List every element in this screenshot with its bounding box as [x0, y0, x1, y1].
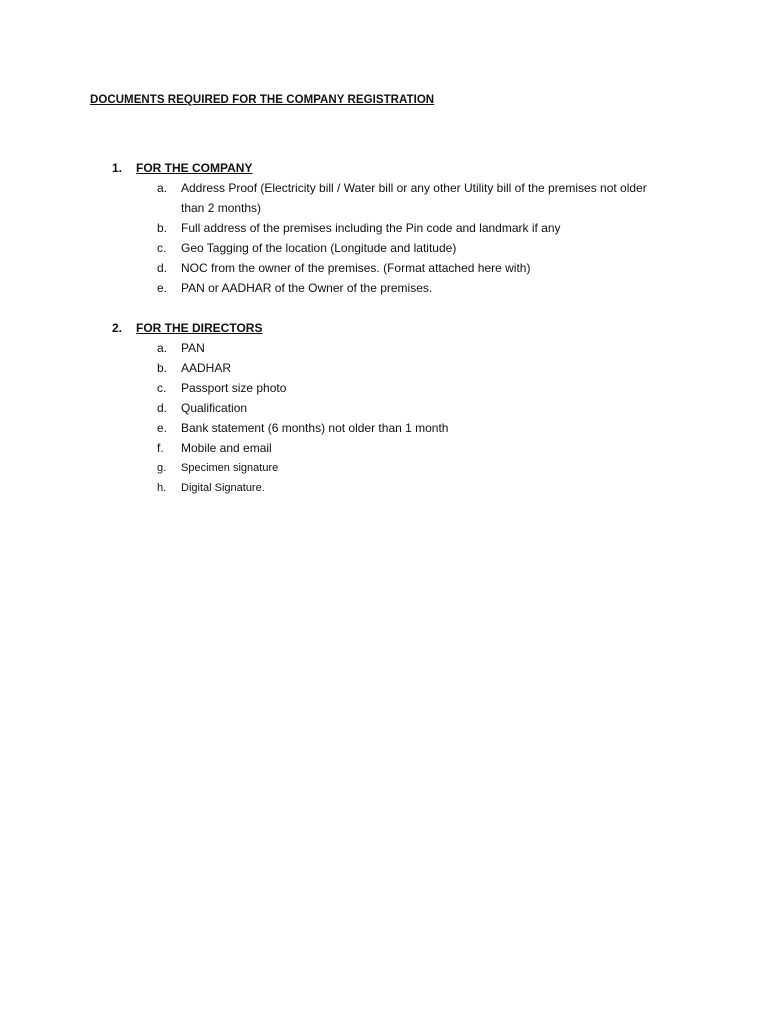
list-item-text: Specimen signature [181, 462, 279, 474]
list-item-marker: g. [157, 462, 167, 474]
section-company [112, 158, 672, 298]
list-item-marker: d. [157, 401, 168, 415]
list-item [112, 258, 672, 278]
list-item [112, 238, 672, 258]
list-item-marker: b. [157, 221, 168, 235]
list-item-text: Full address of the premises including the Pin code and landmark if any [181, 221, 561, 235]
section-header [112, 318, 672, 338]
section-number: 1. [112, 161, 123, 175]
list-item-marker: a. [157, 341, 168, 355]
list-item-text: PAN or AADHAR of the Owner of the premises. [181, 281, 433, 295]
list-item-marker: h. [157, 482, 167, 494]
list-item-text: Digital Signature. [181, 482, 265, 494]
section-directors [112, 318, 672, 498]
list-item-marker: c. [157, 241, 167, 255]
list-item [112, 458, 672, 478]
list-item-text: PAN [181, 341, 205, 355]
list-item [112, 438, 672, 458]
directors-document-list [112, 338, 672, 498]
list-item-marker: e. [157, 281, 168, 295]
section-number: 2. [112, 321, 123, 335]
list-item-marker: d. [157, 261, 168, 275]
list-item [112, 218, 672, 238]
list-item [112, 398, 672, 418]
list-item [112, 478, 672, 498]
list-item [112, 418, 672, 438]
list-item-marker: e. [157, 421, 168, 435]
list-item-text: Qualification [181, 401, 248, 415]
list-item-text: Passport size photo [181, 381, 287, 395]
list-item-marker: c. [157, 381, 167, 395]
section-heading: FOR THE DIRECTORS [136, 321, 263, 335]
list-item [112, 338, 672, 358]
list-item-text: AADHAR [181, 361, 232, 375]
list-item [112, 178, 672, 218]
company-document-list [112, 178, 672, 298]
section-heading: FOR THE COMPANY [136, 161, 253, 175]
page-title: DOCUMENTS REQUIRED FOR THE COMPANY REGISTRATION [90, 94, 435, 106]
list-item-marker: a. [157, 181, 168, 195]
list-item-text: Geo Tagging of the location (Longitude and latitude) [181, 241, 457, 255]
list-item [112, 378, 672, 398]
section-header [112, 158, 672, 178]
list-item [112, 278, 672, 298]
list-item-text: NOC from the owner of the premises. (Format attached here with) [181, 261, 531, 275]
list-item-marker: b. [157, 361, 168, 375]
list-item-marker: f. [157, 441, 164, 455]
list-item-text: Address Proof (Electricity bill / Water bill or any other Utility bill of the premises not older than 2 months) [181, 181, 647, 215]
list-item-text: Mobile and email [181, 441, 272, 455]
list-item [112, 358, 672, 378]
list-item-text: Bank statement (6 months) not older than 1 month [181, 421, 449, 435]
